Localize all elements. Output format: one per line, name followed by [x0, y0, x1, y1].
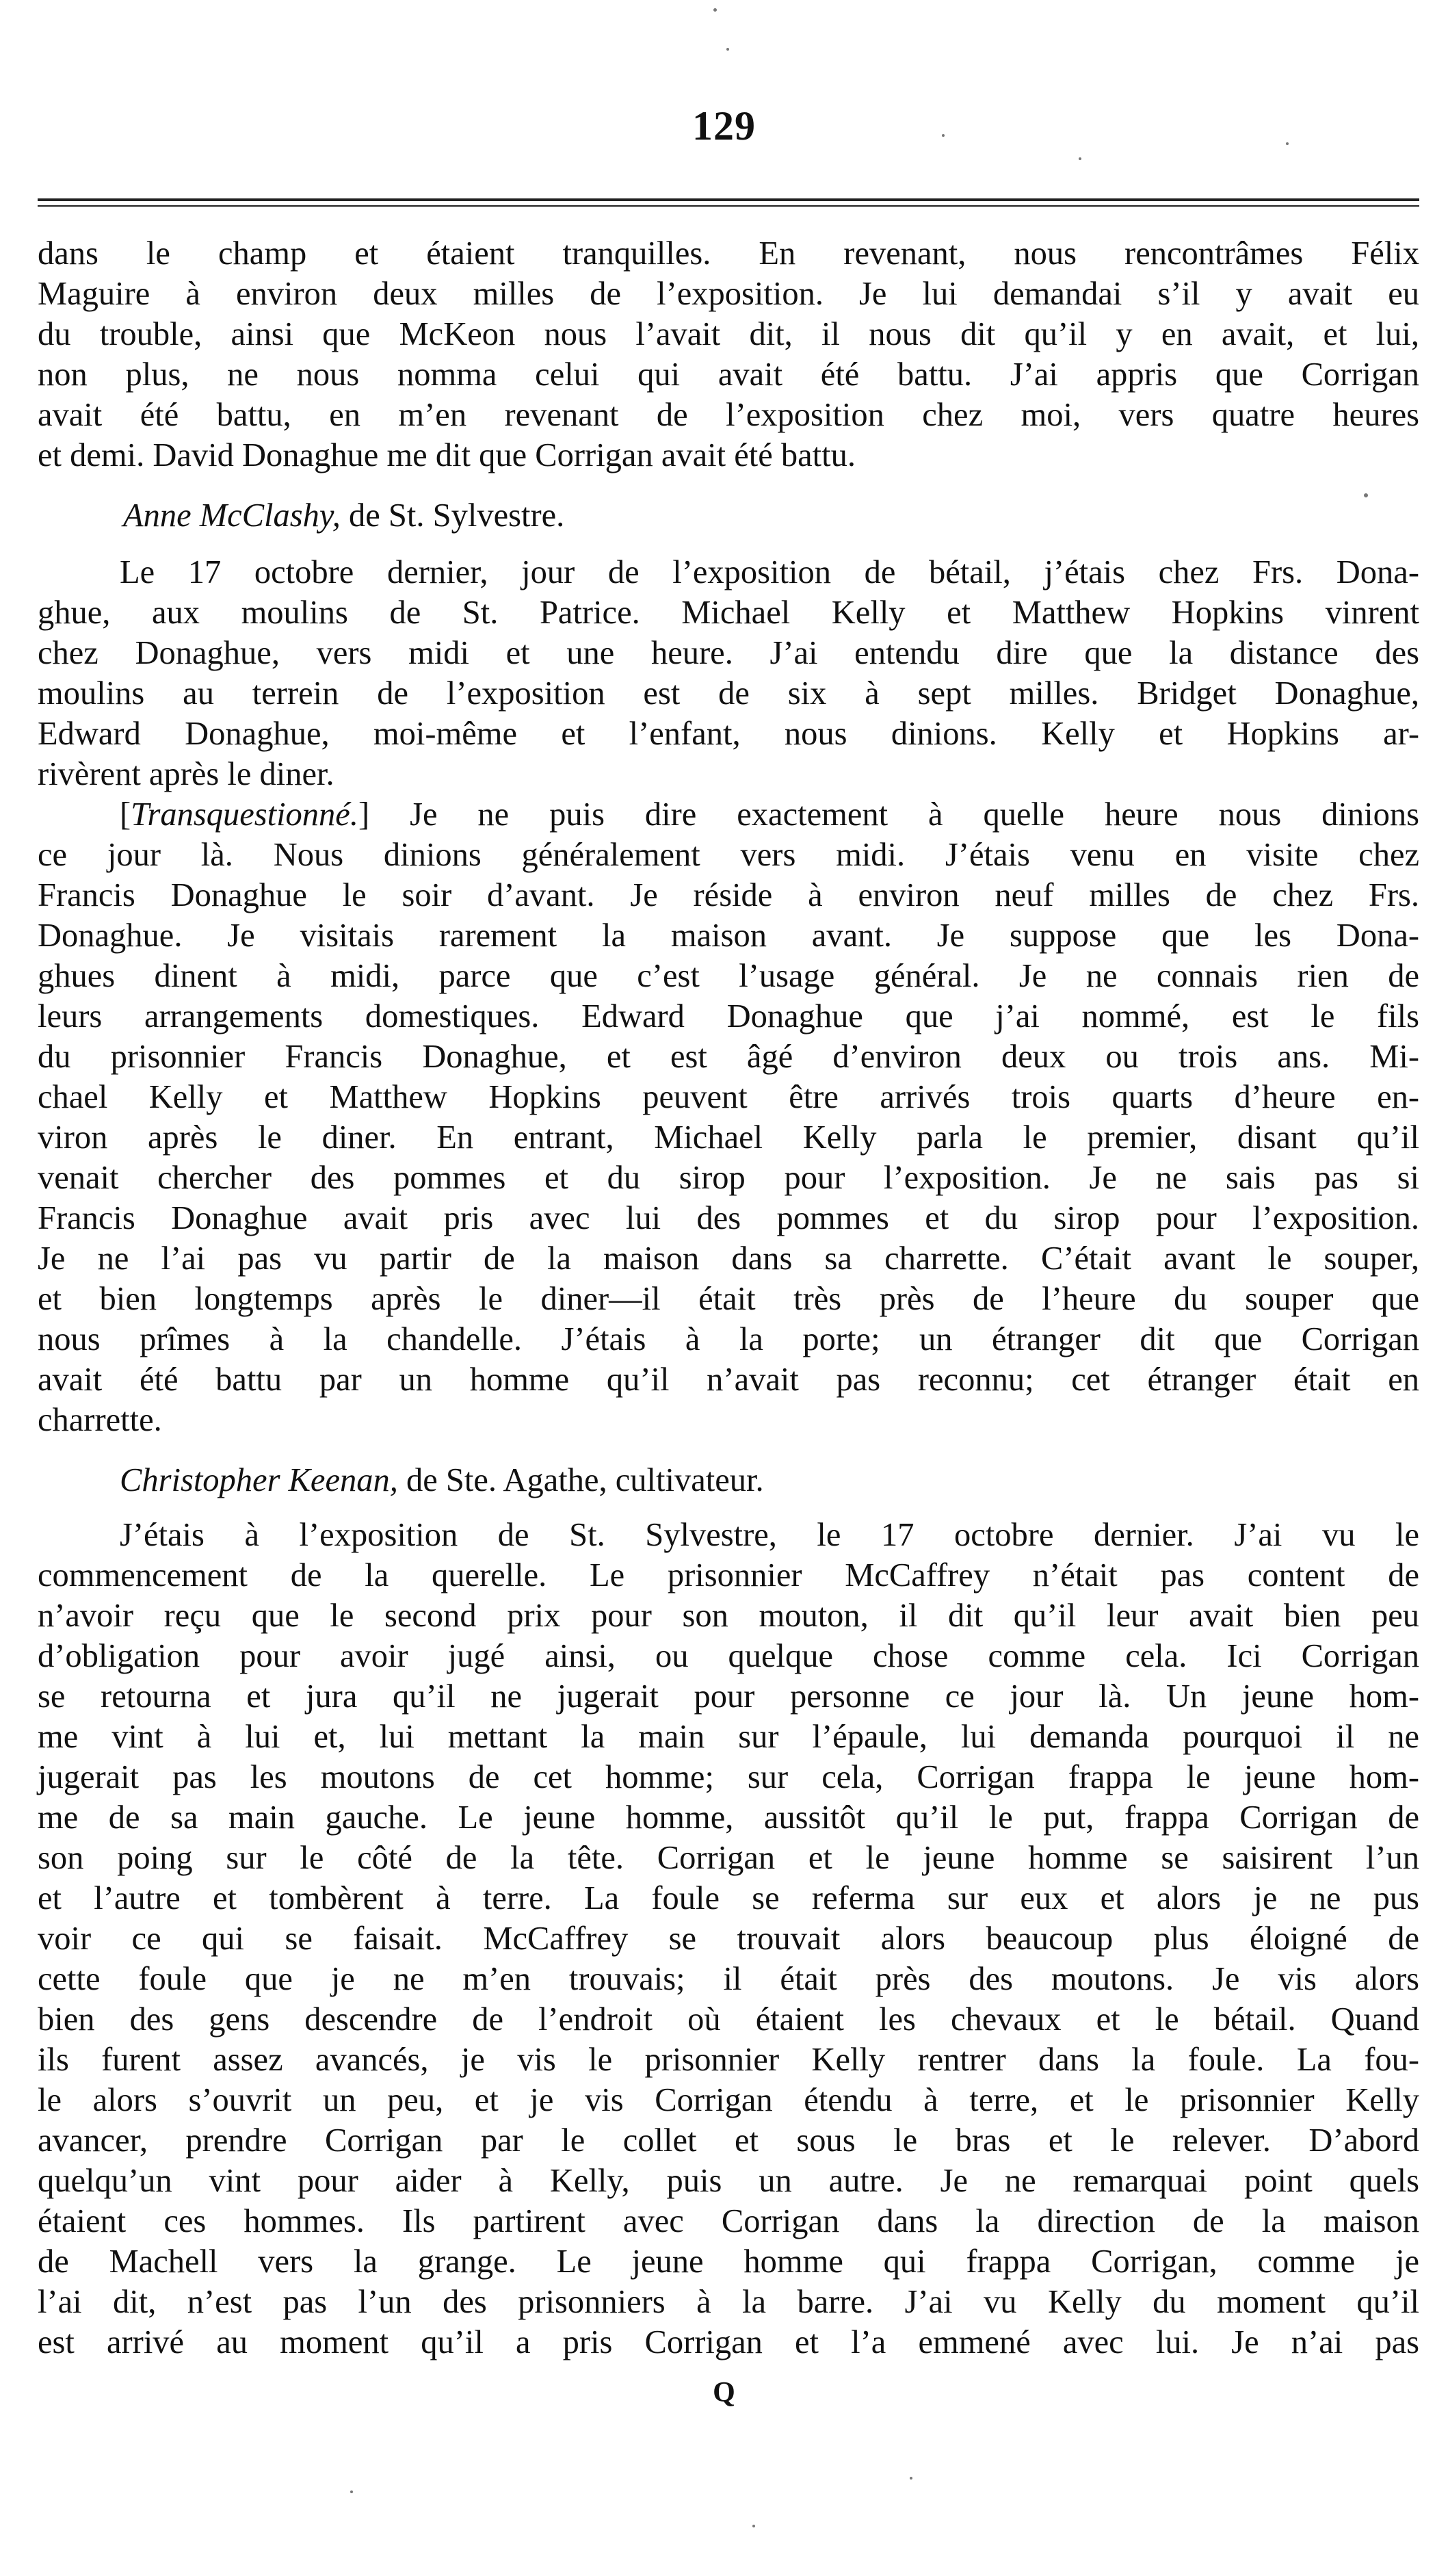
text-line: voir ce qui se faisait. McCaffrey se trouvait alors beaucoup plus éloigné de	[38, 1921, 1419, 1957]
text-line: du prisonnier Francis Donaghue, et est âgé d’environ deux ou trois ans. Mi-	[38, 1039, 1419, 1075]
scan-speck	[1364, 493, 1368, 497]
text-line: avait été battu par un homme qu’il n’avait pas reconnu; cet étranger était en	[38, 1362, 1419, 1398]
text-line: nous prîmes à la chandelle. J’étais à la porte; un étranger dit que Corrigan	[38, 1321, 1419, 1357]
text-line: son poing sur le côté de la tête. Corrigan et le jeune homme se saisirent l’un	[38, 1840, 1419, 1876]
text-line: viron après le diner. En entrant, Michael Kelly parla le premier, disant qu’il	[38, 1119, 1419, 1156]
witness-heading	[120, 1461, 764, 1500]
text-line: et demi. David Donaghue me dit que Corrigan avait été battu.	[38, 437, 856, 473]
text-line: ghue, aux moulins de St. Patrice. Michael Kelly et Matthew Hopkins vinrent	[38, 595, 1419, 631]
text-line: étaient ces hommes. Ils partirent avec Corrigan dans la direction de la maison	[38, 2203, 1419, 2239]
text-line: venait chercher des pommes et du sirop pour l’exposition. Je ne sais pas si	[38, 1160, 1419, 1196]
witness-name: Anne McClashy,	[123, 497, 341, 534]
bracket-close: ]	[358, 796, 370, 833]
text-line: l’ai dit, n’est pas l’un des prisonniers à la barre. J’ai vu Kelly du moment qu’il	[38, 2284, 1419, 2320]
text-line: Maguire à environ deux milles de l’exposition. Je lui demandai s’il y avait eu	[38, 276, 1419, 312]
text-line: n’avoir reçu que le second prix pour son mouton, il dit qu’il leur avait bien peu	[38, 1598, 1419, 1634]
text-line: jugerait pas les moutons de cet homme; sur cela, Corrigan frappa le jeune hom-	[38, 1759, 1419, 1795]
text-line: ce jour là. Nous dinions généralement vers midi. J’étais venu en visite chez	[38, 837, 1419, 873]
scan-speck	[1286, 142, 1289, 145]
text-line: ils furent assez avancés, je vis le prisonnier Kelly rentrer dans la foule. La fou-	[38, 2042, 1419, 2078]
text-line: dans le champ et étaient tranquilles. En revenant, nous rencontrâmes Félix	[38, 235, 1419, 272]
text-line: non plus, ne nous nomma celui qui avait été battu. J’ai appris que Corrigan	[38, 356, 1419, 393]
transquestion-label: Transquestionné.	[131, 796, 358, 833]
text-line: charrette.	[38, 1402, 162, 1438]
scan-speck	[713, 8, 717, 12]
text-line: leurs arrangements domestiques. Edward Donaghue que j’ai nommé, est le fils	[38, 998, 1419, 1035]
text-line: Je ne l’ai pas vu partir de la maison dans sa charrette. C’était avant le souper,	[38, 1240, 1419, 1277]
text-line: quelqu’un vint pour aider à Kelly, puis un autre. Je ne remarquai point quels	[38, 2163, 1419, 2199]
text-line: Donaghue. Je visitais rarement la maison avant. Je suppose que les Dona-	[38, 918, 1419, 954]
text-line: J’étais à l’exposition de St. Sylvestre, le 17 octobre dernier. J’ai vu le	[120, 1517, 1419, 1553]
text-line: avait été battu, en m’en revenant de l’exposition chez moi, vers quatre heures	[38, 397, 1419, 433]
text-line: le alors s’ouvrit un peu, et je vis Corrigan étendu à terre, et le prisonnier Kelly	[38, 2082, 1419, 2118]
text-line: rivèrent après le diner.	[38, 756, 334, 792]
text-line: commencement de la querelle. Le prisonnier McCaffrey n’était pas content de	[38, 1557, 1419, 1593]
scan-speck	[942, 134, 945, 137]
scan-speck	[726, 48, 729, 51]
header-rule-thick	[38, 198, 1419, 201]
text-line: Edward Donaghue, moi-même et l’enfant, nous dinions. Kelly et Hopkins ar-	[38, 716, 1419, 752]
text-line: cette foule que je ne m’en trouvais; il était près des moutons. Je vis alors	[38, 1961, 1419, 1997]
witness-place: de Ste. Agathe, cultivateur.	[397, 1462, 764, 1498]
text-line: Francis Donaghue le soir d’avant. Je réside à environ neuf milles de chez Frs.	[38, 877, 1419, 913]
text-line	[120, 795, 1419, 835]
page-number: 129	[692, 103, 756, 148]
scan-speck	[910, 2477, 912, 2480]
text-line: et bien longtemps après le diner—il était très près de l’heure du souper que	[38, 1281, 1419, 1317]
text-line: est arrivé au moment qu’il a pris Corrigan et l’a emmené avec lui. Je n’ai pas	[38, 2324, 1419, 2360]
text-line: me de sa main gauche. Le jeune homme, aussitôt qu’il le put, frappa Corrigan de	[38, 1799, 1419, 1836]
text-line: du trouble, ainsi que McKeon nous l’avait dit, il nous dit qu’il y en avait, et lui,	[38, 316, 1419, 352]
line-text: Je ne puis dire exactement à quelle heure nous dinions	[369, 796, 1419, 833]
text-line: se retourna et jura qu’il ne jugerait pour personne ce jour là. Un jeune hom-	[38, 1678, 1419, 1715]
text-line: Le 17 octobre dernier, jour de l’exposition de bétail, j’étais chez Frs. Dona-	[120, 554, 1419, 590]
text-line: chael Kelly et Matthew Hopkins peuvent être arrivés trois quarts d’heure en-	[38, 1079, 1419, 1115]
signature-mark: Q	[713, 2377, 735, 2408]
witness-name: Christopher Keenan,	[120, 1462, 398, 1498]
bracket-open: [	[120, 796, 131, 833]
text-line: bien des gens descendre de l’endroit où étaient les chevaux et le bétail. Quand	[38, 2001, 1419, 2038]
witness-heading	[123, 496, 564, 536]
text-line: ghues dinent à midi, parce que c’est l’usage général. Je ne connais rien de	[38, 958, 1419, 994]
witness-place: de St. Sylvestre.	[340, 497, 565, 534]
header-rule-thin	[38, 205, 1419, 207]
text-line: moulins au terrein de l’exposition est de six à sept milles. Bridget Donaghue,	[38, 675, 1419, 712]
text-line: avancer, prendre Corrigan par le collet et sous le bras et le relever. D’abord	[38, 2122, 1419, 2159]
text-line: et l’autre et tombèrent à terre. La foule se referma sur eux et alors je ne pus	[38, 1880, 1419, 1916]
text-line: de Machell vers la grange. Le jeune homme qui frappa Corrigan, comme je	[38, 2243, 1419, 2280]
scan-speck	[752, 2525, 755, 2527]
scan-speck	[1079, 157, 1081, 160]
text-line: me vint à lui et, lui mettant la main sur l’épaule, lui demanda pourquoi il ne	[38, 1719, 1419, 1755]
text-line: d’obligation pour avoir jugé ainsi, ou quelque chose comme cela. Ici Corrigan	[38, 1638, 1419, 1674]
text-line: Francis Donaghue avait pris avec lui des pommes et du sirop pour l’exposition.	[38, 1200, 1419, 1236]
scan-speck	[350, 2490, 353, 2493]
text-line: chez Donaghue, vers midi et une heure. J’ai entendu dire que la distance des	[38, 635, 1419, 671]
